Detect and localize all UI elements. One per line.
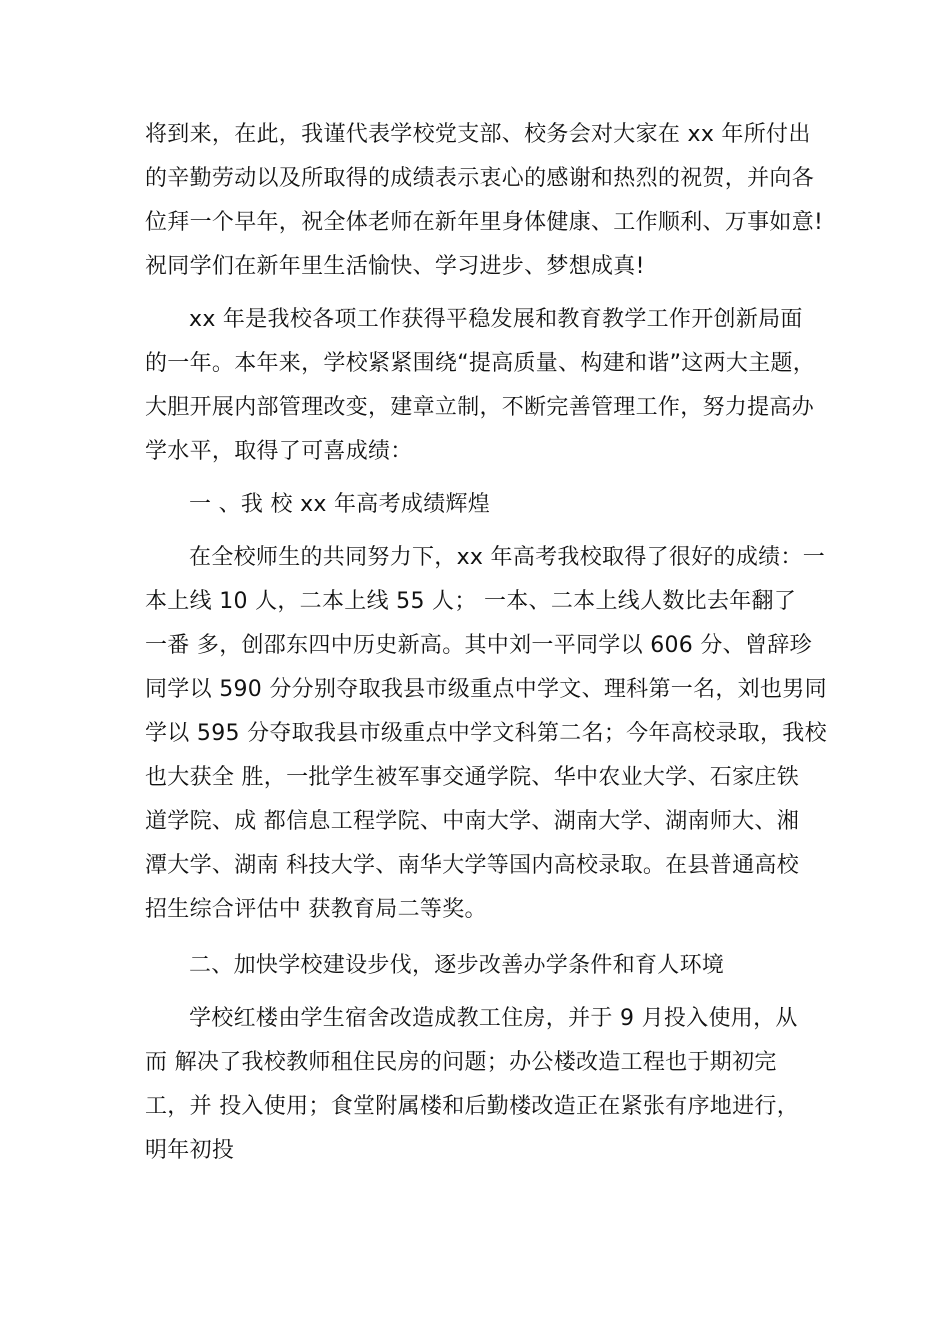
text-line: 将到来，在此，我谨代表学校党支部、校务会对大家在 xx 年所付出 bbox=[145, 122, 811, 147]
text-line: 潭大学、湖南 科技大学、南华大学等国内高校录取。在县普通高校 bbox=[145, 853, 799, 878]
text-line: 的辛勤劳动以及所取得的成绩表示衷心的感谢和热烈的祝贺，并向各 bbox=[145, 166, 815, 191]
text-line: 本上线 10 人，二本上线 55 人； 一本、二本上线人数比去年翻了 bbox=[145, 589, 797, 614]
text-line: 大胆开展内部管理改变，建章立制，不断完善管理工作，努力提高办 bbox=[145, 395, 815, 420]
text-line: xx 年是我校各项工作获得平稳发展和教育教学工作开创新局面 bbox=[189, 307, 803, 332]
text-line: 招生综合评估中 获教育局二等奖。 bbox=[145, 897, 487, 922]
text-line: 学以 595 分夺取我县市级重点中学文科第二名；今年高校录取，我校 bbox=[145, 721, 827, 746]
text-line: 学校红楼由学生宿舍改造成教工住房，并于 9 月投入使用，从 bbox=[189, 1006, 798, 1031]
text-line: 也大获全 胜，一批学生被军事交通学院、华中农业大学、石家庄铁 bbox=[145, 765, 799, 790]
text-line: 工，并 投入使用；食堂附属楼和后勤楼改造正在紧张有序地进行， bbox=[145, 1094, 799, 1119]
text-line: 在全校师生的共同努力下，xx 年高考我校取得了很好的成绩：一 bbox=[189, 545, 826, 570]
section-heading-2 bbox=[145, 944, 810, 988]
heading-line: 一 、我 校 xx 年高考成绩辉煌 bbox=[189, 492, 491, 517]
text-line: 位拜一个早年，祝全体老师在新年里身体健康、工作顺利、万事如意! bbox=[145, 210, 824, 235]
paragraph-campus-construction bbox=[145, 997, 810, 1173]
text-line: 学水平，取得了可喜成绩： bbox=[145, 439, 413, 464]
paragraph-exam-results bbox=[145, 536, 827, 932]
heading-line: 二、加快学校建设步伐，逐步改善办学条件和育人环境 bbox=[189, 953, 725, 978]
paragraph-opening-greetings bbox=[145, 113, 824, 289]
text-line: 而 解决了我校教师租住民房的问题；办公楼改造工程也于期初完 bbox=[145, 1050, 777, 1075]
text-line: 祝同学们在新年里生活愉快、学习进步、梦想成真! bbox=[145, 254, 645, 279]
text-line: 道学院、成 都信息工程学院、中南大学、湖南大学、湖南师大、湘 bbox=[145, 809, 799, 834]
section-heading-1 bbox=[145, 483, 810, 527]
document-page bbox=[145, 113, 827, 1173]
text-line: 一番 多，创邵东四中历史新高。其中刘一平同学以 606 分、曾辞珍 bbox=[145, 633, 812, 658]
paragraph-year-summary bbox=[145, 298, 816, 474]
text-line: 的一年。本年来，学校紧紧围绕“提高质量、构建和谐”这两大主题， bbox=[145, 351, 816, 376]
text-line: 同学以 590 分分别夺取我县市级重点中学文、理科第一名，刘也男同 bbox=[145, 677, 827, 702]
text-line: 明年初投 bbox=[145, 1138, 235, 1163]
